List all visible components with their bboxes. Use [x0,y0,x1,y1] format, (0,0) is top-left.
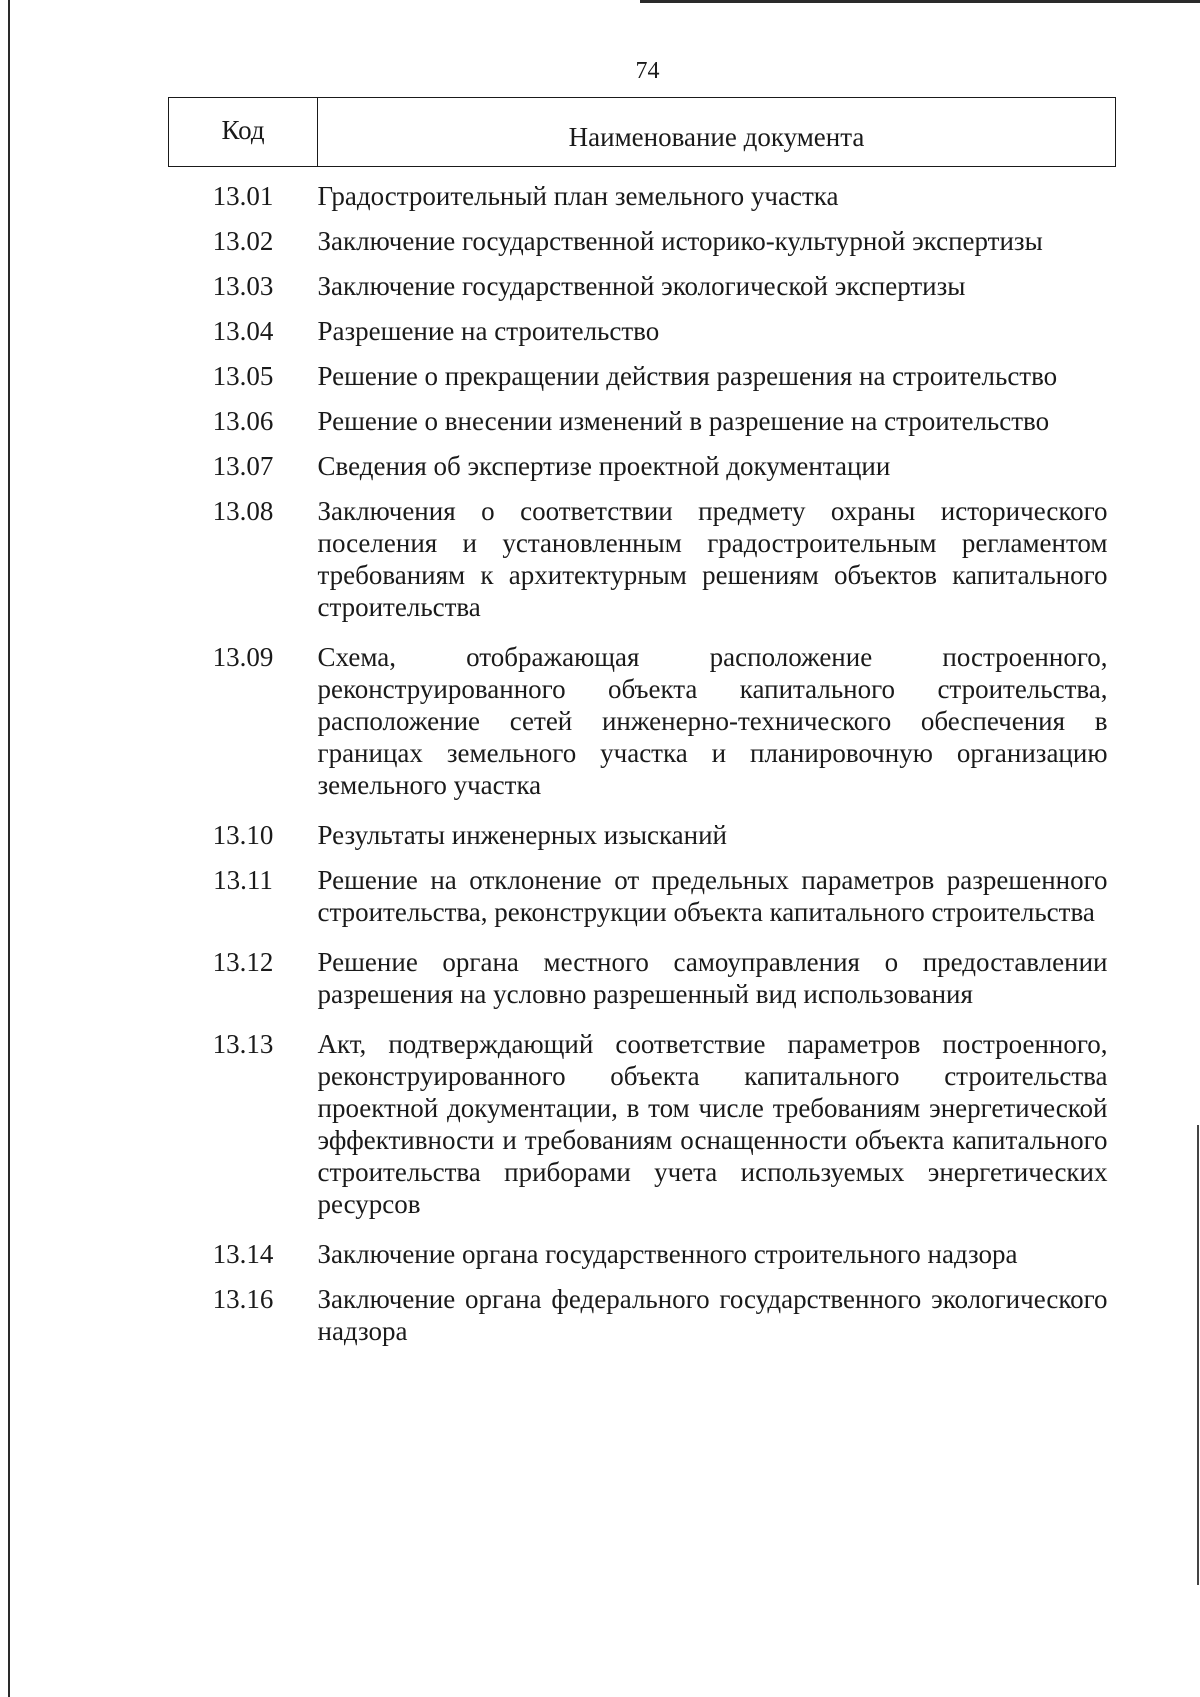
row-document-name: Разрешение на строительство [317,316,660,346]
table-row [169,1220,1116,1270]
table-row [169,1010,1116,1220]
row-document-name: Решение о прекращении действия разрешения на строительство [317,361,1058,391]
row-document-name: Заключение государственной историко-культурной экспертизы [317,226,1043,256]
table-row [169,302,1116,347]
row-code: 13.07 [212,451,274,481]
row-document-name: Сведения об экспертизе проектной документации [317,451,891,481]
table-row [169,437,1116,482]
table-row [169,167,1116,213]
header-document-name: Наименование документа [318,98,1116,167]
row-document-name: Заключение государственной экологической экспертизы [317,271,966,301]
row-document-name: Результаты инженерных изысканий [317,820,727,850]
row-code: 13.09 [212,642,274,672]
row-code: 13.02 [212,226,274,256]
table-row [169,347,1116,392]
documents-table [168,97,1116,1347]
table-row [169,851,1116,928]
row-code: 13.03 [212,271,274,301]
table-row [169,623,1116,801]
row-code: 13.10 [212,820,274,850]
scan-edge-right [1197,1125,1199,1585]
row-code: 13.01 [212,181,274,211]
row-document-name: Заключение органа федерального государственного экологического надзора [317,1284,1108,1346]
row-document-name: Заключения о соответствии предмету охраны исторического поселения и установленным градостроительным регламентом требованиям к архитектурным решениям объектов капитального строительства [317,496,1108,622]
table-row [169,257,1116,302]
row-document-name: Решение на отклонение от предельных параметров разрешенного строительства, реконструкции объекта капитального строительства [317,865,1108,927]
row-code: 13.11 [213,865,273,895]
row-code: 13.04 [212,316,274,346]
row-document-name: Решение о внесении изменений в разрешение на строительство [317,406,1050,436]
row-document-name: Градостроительный план земельного участка [317,181,839,211]
header-code: Код [169,98,318,167]
scan-edge-left [8,0,10,1697]
table-row [169,928,1116,1010]
table-row [169,392,1116,437]
row-document-name: Заключение органа государственного строительного надзора [317,1239,1018,1269]
row-code: 13.06 [212,406,274,436]
row-code: 13.13 [212,1029,274,1059]
row-document-name: Решение органа местного самоуправления о предоставлении разрешения на условно разрешенный вид использования [317,947,1108,1009]
row-code: 13.16 [212,1284,274,1314]
row-code: 13.12 [212,947,274,977]
table-header-row [169,98,1116,167]
table-row [169,801,1116,851]
table-row [169,1270,1116,1347]
row-code: 13.14 [212,1239,274,1269]
table-row [169,482,1116,623]
table-row [169,212,1116,257]
row-code: 13.05 [212,361,274,391]
row-document-name: Акт, подтверждающий соответствие параметров построенного, реконструированного объекта капитального строительства проектной документации, в том числе требованиям энергетической эффективности и требованиям оснащенности объекта капитального строительства приборами учета используемых энергетических ресурсов [317,1029,1108,1219]
row-document-name: Схема, отображающая расположение построенного, реконструированного объекта капитального строительства, расположение сетей инженерно-технического обеспечения в границах земельного участка и планировочную организацию земельного участка [317,642,1108,800]
scan-edge-top [640,0,1200,3]
row-code: 13.08 [212,496,274,526]
page-number: 74 [635,58,660,84]
